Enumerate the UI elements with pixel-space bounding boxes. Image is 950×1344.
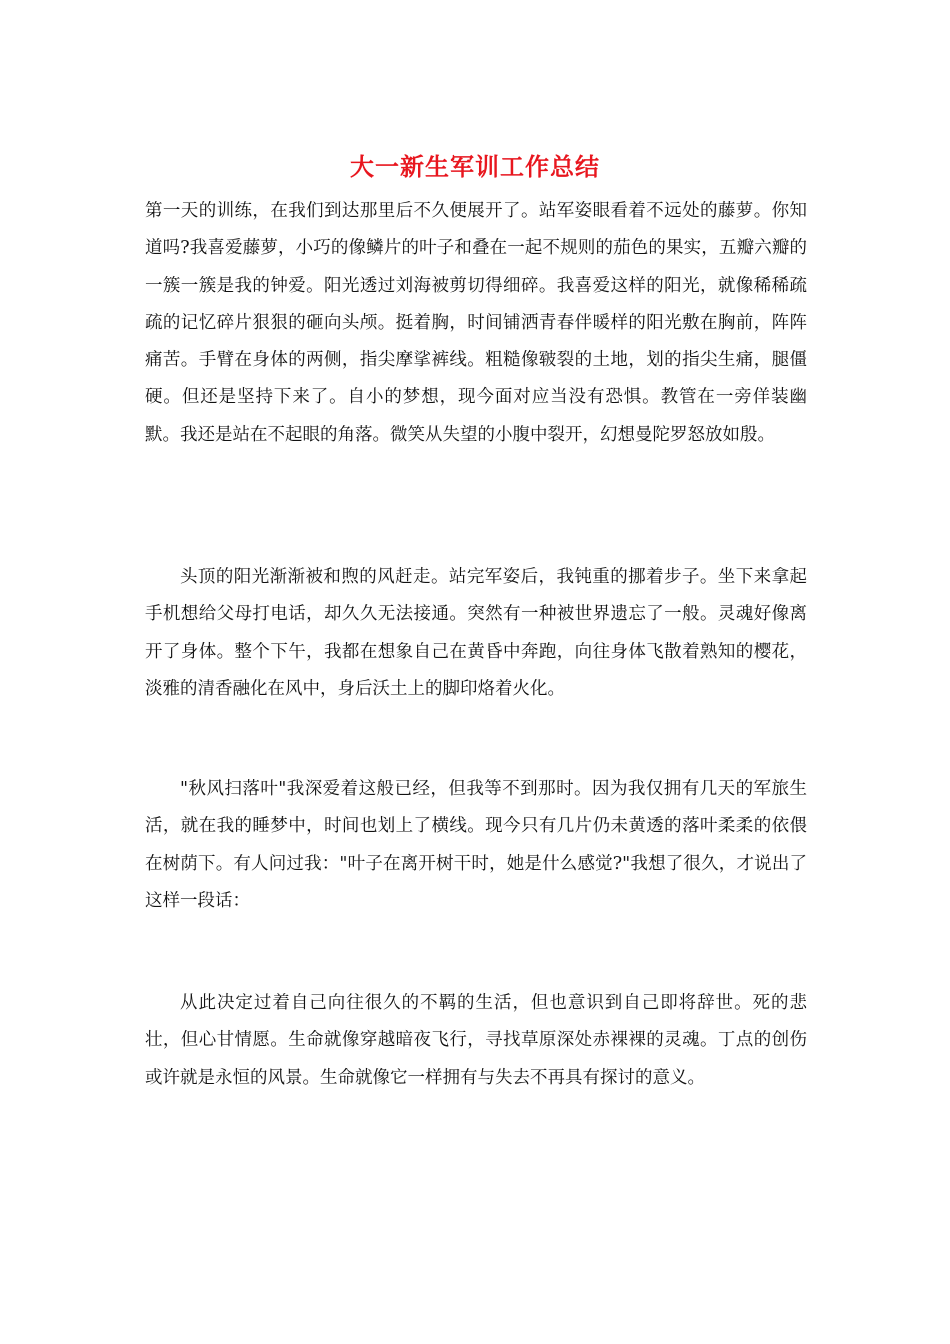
document-title: 大一新生军训工作总结 (350, 153, 600, 181)
paragraph-3: "秋风扫落叶"我深爱着这般已经，但我等不到那时。因为我仅拥有几天的军旅生活，就在我的睡梦中，时间也划上了横线。现今只有几片仍未黄透的落叶柔柔的依偎在树荫下。有人问过我："叶子在离开树干时，她是什么感觉?"我想了很久，才说出了这样一段话： (145, 779, 807, 911)
paragraph-1: 第一天的训练，在我们到达那里后不久便展开了。站军姿眼看着不远处的藤萝。你知道吗?我喜爱藤萝，小巧的像鳞片的叶子和叠在一起不规则的茄色的果实，五瓣六瓣的一簇一簇是我的钟爱。阳光透过刘海被剪切得细碎。我喜爱这样的阳光，就像稀稀疏疏的记忆碎片狠狠的砸向头颅。挺着胸，时间铺洒青春伴暖样的阳光敷在胸前，阵阵痛苦。手臂在身体的两侧，指尖摩挲裤线。粗糙像皲裂的土地，划的指尖生痛，腿僵硬。但还是坚持下来了。自小的梦想，现今面对应当没有恐惧。教管在一旁佯装幽默。我还是站在不起眼的角落。微笑从失望的小腹中裂开，幻想曼陀罗怒放如殷。 (145, 201, 807, 445)
paragraph-2: 头顶的阳光渐渐被和煦的风赶走。站完军姿后，我钝重的挪着步子。坐下来拿起手机想给父母打电话，却久久无法接通。突然有一种被世界遗忘了一般。灵魂好像离开了身体。整个下午，我都在想象自己在黄昏中奔跑，向往身体飞散着熟知的樱花，淡雅的清香融化在风中，身后沃土上的脚印烙着火化。 (145, 567, 807, 699)
paragraph-4: 从此决定过着自己向往很久的不羁的生活，但也意识到自己即将辞世。死的悲壮，但心甘情愿。生命就像穿越暗夜飞行，寻找草原深处赤裸裸的灵魂。丁点的创伤或许就是永恒的风景。生命就像它一样拥有与失去不再具有探讨的意义。 (145, 993, 807, 1088)
